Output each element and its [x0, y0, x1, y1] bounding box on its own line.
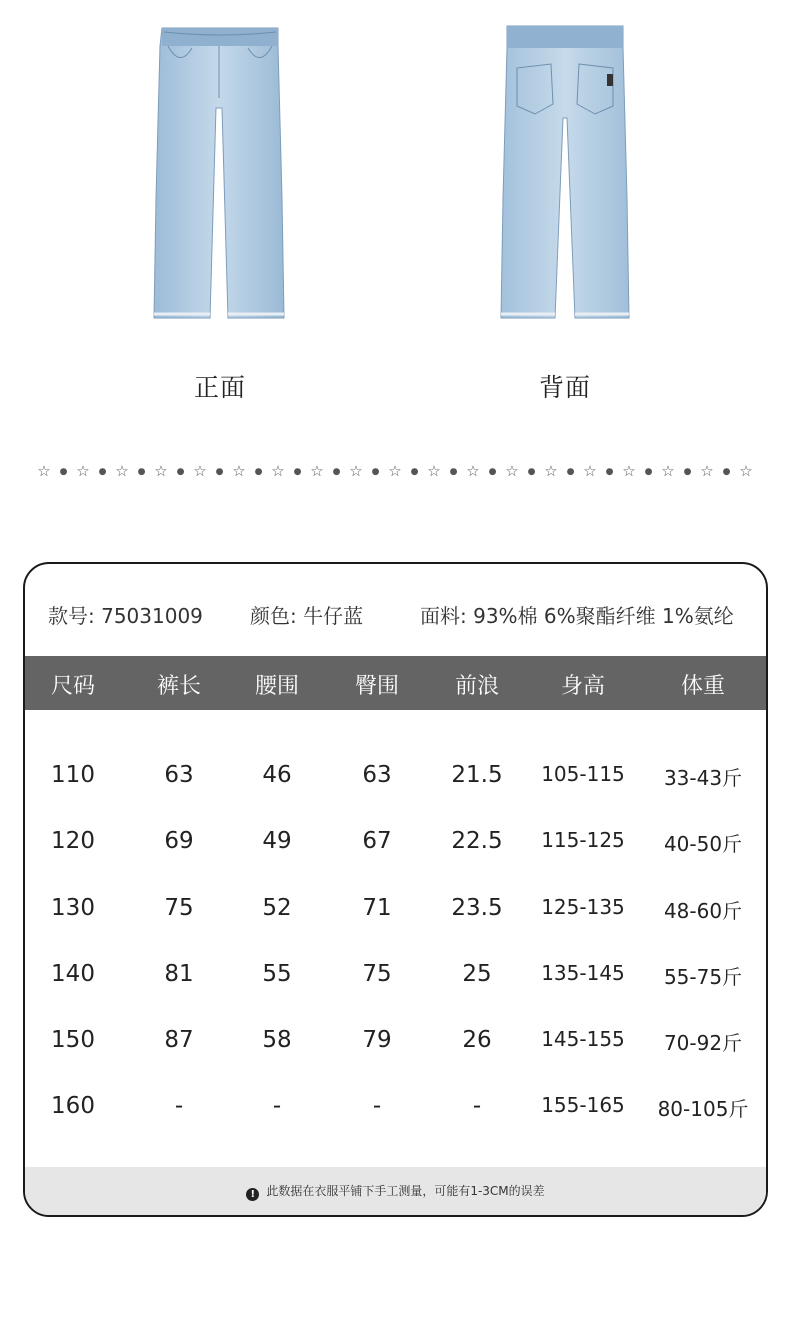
dot-icon: ● [59, 467, 68, 477]
table-row [25, 762, 766, 802]
table-row [25, 961, 766, 1001]
cell-weight: 80-105斤 [657, 1097, 749, 1121]
cell-front-rise: - [472, 1093, 482, 1119]
star-icon: ☆ [622, 462, 636, 480]
cell-hip: 63 [362, 762, 392, 788]
cell-hip: 75 [362, 961, 392, 987]
cell-weight: 55-75斤 [663, 965, 743, 989]
cell-waist: - [272, 1093, 282, 1119]
fabric-info: 面料: 93%棉 6%聚酯纤维 1%氨纶 [420, 604, 734, 628]
cell-size: 110 [51, 762, 95, 788]
cell-size: 160 [51, 1093, 95, 1119]
dot-icon: ● [449, 467, 458, 477]
measurement-note [25, 1167, 766, 1215]
product-views [0, 0, 790, 420]
header-height: 身高 [560, 674, 605, 699]
cell-weight: 33-43斤 [663, 766, 743, 790]
cell-waist: 58 [262, 1027, 292, 1053]
back-jeans-image [495, 18, 635, 328]
star-icon: ☆ [232, 462, 246, 480]
dot-icon: ● [293, 467, 302, 477]
dot-icon: ● [722, 467, 731, 477]
star-icon: ☆ [310, 462, 324, 480]
dot-icon: ● [254, 467, 263, 477]
dot-icon: ● [488, 467, 497, 477]
cell-size: 120 [51, 828, 95, 854]
dot-icon: ● [605, 467, 614, 477]
dot-icon: ● [410, 467, 419, 477]
cell-waist: 55 [262, 961, 292, 987]
cell-height: 105-115 [541, 762, 625, 786]
star-icon: ☆ [466, 462, 480, 480]
cell-weight: 70-92斤 [663, 1031, 743, 1055]
dot-icon: ● [137, 467, 146, 477]
star-divider [0, 462, 790, 480]
color-info: 颜色: 牛仔蓝 [250, 604, 364, 628]
product-info [25, 600, 766, 630]
table-row [25, 1027, 766, 1067]
cell-hip: 67 [362, 828, 392, 854]
back-label: 背面 [538, 373, 591, 402]
cell-front-rise: 23.5 [451, 895, 503, 921]
note-text: 此数据在衣服平铺下手工测量，可能有1-3CM的误差 [266, 1184, 545, 1198]
cell-waist: 52 [262, 895, 292, 921]
star-icon: ☆ [544, 462, 558, 480]
star-icon: ☆ [427, 462, 441, 480]
front-jeans-image [150, 18, 290, 328]
cell-weight: 40-50斤 [663, 832, 743, 856]
cell-front-rise: 25 [462, 961, 492, 987]
front-label: 正面 [193, 373, 246, 402]
dot-icon: ● [176, 467, 185, 477]
header-weight: 体重 [680, 674, 725, 699]
cell-length: - [174, 1093, 184, 1119]
star-icon: ☆ [661, 462, 675, 480]
table-row [25, 828, 766, 868]
cell-waist: 46 [262, 762, 292, 788]
cell-length: 63 [164, 762, 194, 788]
cell-height: 115-125 [541, 828, 625, 852]
dot-icon: ● [98, 467, 107, 477]
table-header [25, 656, 766, 710]
star-icon: ☆ [37, 462, 51, 480]
header-length: 裤长 [156, 674, 201, 699]
cell-height: 135-145 [541, 961, 625, 985]
cell-height: 155-165 [541, 1093, 625, 1117]
star-icon: ☆ [154, 462, 168, 480]
size-chart-card [23, 562, 768, 1217]
cell-length: 87 [164, 1027, 194, 1053]
header-front-rise: 前浪 [454, 674, 499, 699]
cell-hip: 71 [362, 895, 392, 921]
cell-height: 145-155 [541, 1027, 625, 1051]
cell-length: 69 [164, 828, 194, 854]
star-icon: ☆ [76, 462, 90, 480]
cell-front-rise: 22.5 [451, 828, 503, 854]
header-hip: 臀围 [354, 674, 399, 699]
header-waist: 腰围 [254, 674, 299, 699]
dot-icon: ● [371, 467, 380, 477]
cell-waist: 49 [262, 828, 292, 854]
table-row [25, 1093, 766, 1133]
back-view [455, 0, 675, 402]
dot-icon: ● [215, 467, 224, 477]
dot-icon: ● [527, 467, 536, 477]
dot-icon: ● [566, 467, 575, 477]
front-view [110, 0, 330, 402]
style-number: 款号: 75031009 [48, 604, 203, 628]
cell-size: 130 [51, 895, 95, 921]
star-icon: ☆ [583, 462, 597, 480]
cell-front-rise: 26 [462, 1027, 492, 1053]
star-icon: ☆ [388, 462, 402, 480]
dot-icon: ● [683, 467, 692, 477]
star-icon: ☆ [349, 462, 363, 480]
table-row [25, 895, 766, 935]
dot-icon: ● [332, 467, 341, 477]
cell-length: 75 [164, 895, 194, 921]
star-icon: ☆ [505, 462, 519, 480]
cell-length: 81 [164, 961, 194, 987]
cell-size: 150 [51, 1027, 95, 1053]
header-size: 尺码 [50, 674, 95, 699]
cell-hip: 79 [362, 1027, 392, 1053]
star-icon: ☆ [193, 462, 207, 480]
star-icon: ☆ [739, 462, 753, 480]
star-icon: ☆ [115, 462, 129, 480]
cell-weight: 48-60斤 [663, 899, 743, 923]
star-icon: ☆ [700, 462, 714, 480]
star-icon: ☆ [271, 462, 285, 480]
cell-height: 125-135 [541, 895, 625, 919]
cell-front-rise: 21.5 [451, 762, 503, 788]
cell-size: 140 [51, 961, 95, 987]
cell-hip: - [372, 1093, 382, 1119]
dot-icon: ● [644, 467, 653, 477]
exclamation-circle-icon: ! [246, 1188, 259, 1201]
